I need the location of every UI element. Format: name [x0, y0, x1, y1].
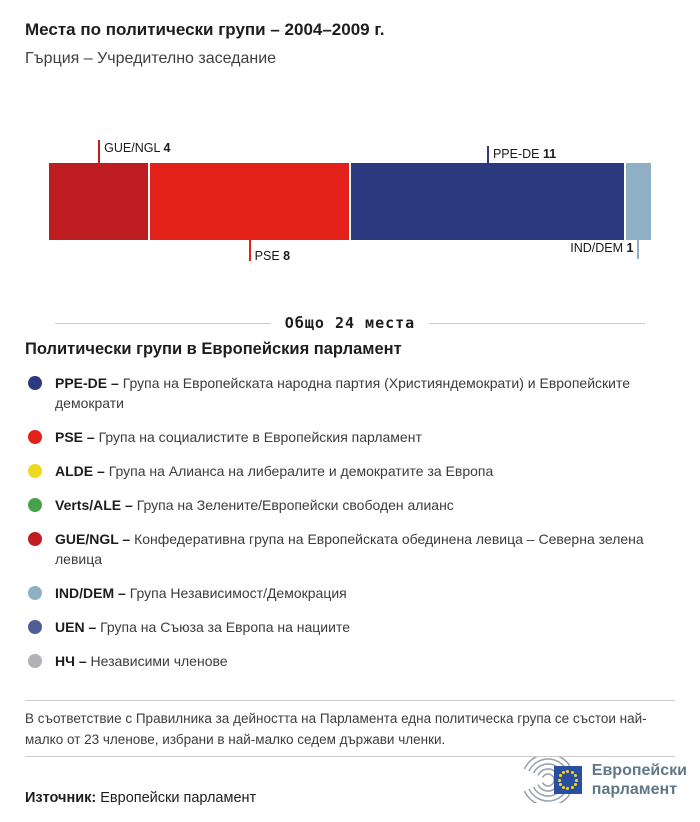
legend-item-text: IND/DEM – Група Независимост/Демокрация: [55, 585, 347, 601]
flag-star: [571, 786, 574, 789]
bar-segment-ind-dem: [626, 163, 651, 240]
logo-line2: парламент: [591, 781, 678, 798]
logo-wordmark: [592, 761, 687, 799]
flag-star: [566, 787, 569, 790]
legend-list: [28, 373, 668, 685]
callout-tick-ppe-de: [487, 146, 489, 163]
legend-item-text: PSE – Група на социалистите в Европейския парламент: [55, 429, 422, 445]
legend-color-dot: [28, 586, 42, 600]
legend-item-text: ALDE – Група на Алианса на либералите и демократите за Европа: [55, 463, 494, 479]
total-seats-divider: [55, 314, 645, 332]
legend-color-dot: [28, 464, 42, 478]
legend-color-dot: [28, 498, 42, 512]
legend-color-dot: [28, 376, 42, 390]
flag-star: [558, 779, 561, 782]
legend-color-dot: [28, 430, 42, 444]
european-parliament-logo: [516, 757, 687, 803]
eu-flag-icon: [554, 766, 582, 794]
segment-label-ind-dem: IND/DEM 1: [570, 241, 634, 255]
flag-star: [571, 771, 574, 774]
divider-line-left: [55, 323, 271, 324]
bar-segment-pse: [150, 163, 349, 240]
legend-item-pse: [28, 427, 668, 447]
legend-item-text: UEN – Група на Съюза за Европа на нациите: [55, 619, 350, 635]
legend-item-text: GUE/NGL – Конфедеративна група на Европейската обединена левица – Северна зелена левица: [55, 531, 644, 567]
legend-item-ppe-de: [28, 373, 668, 413]
legend-item-gue-ngl: [28, 529, 668, 569]
flag-star: [559, 783, 562, 786]
segment-label-gue-ngl: GUE/NGL 4: [104, 141, 171, 155]
legend-color-dot: [28, 620, 42, 634]
divider-line-right: [429, 323, 645, 324]
callout-tick-ind-dem: [637, 240, 639, 259]
page-subtitle: Гърция – Учредително заседание: [25, 50, 277, 67]
legend-item-нч: [28, 651, 668, 671]
segment-label-ppe-de: PPE-DE 11: [492, 147, 557, 161]
source-value: Европейски парламент: [100, 790, 257, 806]
bar-segment-ppe-de: [351, 163, 624, 240]
footnote-divider-top: [25, 700, 675, 701]
legend-color-dot: [28, 532, 42, 546]
segment-label-pse: PSE 8: [254, 249, 291, 263]
flag-star: [559, 774, 562, 777]
total-seats-label: Общо 24 места: [284, 314, 416, 332]
legend-color-dot: [28, 654, 42, 668]
page-title: Места по политически групи – 2004–2009 г.: [25, 20, 385, 39]
legend-item-uen: [28, 617, 668, 637]
flag-star: [566, 770, 569, 773]
legend-item-text: PPE-DE – Група на Европейската народна партия (Християндемократи) и Европейските демократи: [55, 375, 630, 411]
legend-item-text: Verts/ALE – Група на Зелените/Европейски свободен алианс: [55, 497, 454, 513]
seats-stacked-bar: [49, 163, 651, 240]
source-line: [25, 790, 256, 806]
callout-tick-pse: [249, 240, 251, 261]
flag-star: [574, 783, 577, 786]
flag-star: [575, 779, 578, 782]
legend-item-alde: [28, 461, 668, 481]
footnote-text: В съответствие с Правилника за дейността на Парламента една политическа група се състои най-малко от 23 членове, избрани в най-малко седем държави членки.: [25, 711, 647, 747]
legend-item-verts-ale: [28, 495, 668, 515]
flag-star: [562, 771, 565, 774]
callout-tick-gue-ngl: [98, 140, 100, 163]
source-label: Източник:: [25, 790, 97, 806]
flag-star: [562, 786, 565, 789]
logo-line1: Европейски: [591, 762, 687, 779]
legend-item-ind-dem: [28, 583, 668, 603]
legend-heading: Политически групи в Европейския парламент: [25, 340, 402, 358]
legend-item-text: НЧ – Независими членове: [55, 653, 228, 669]
bar-segment-gue-ngl: [49, 163, 148, 240]
flag-star: [574, 774, 577, 777]
